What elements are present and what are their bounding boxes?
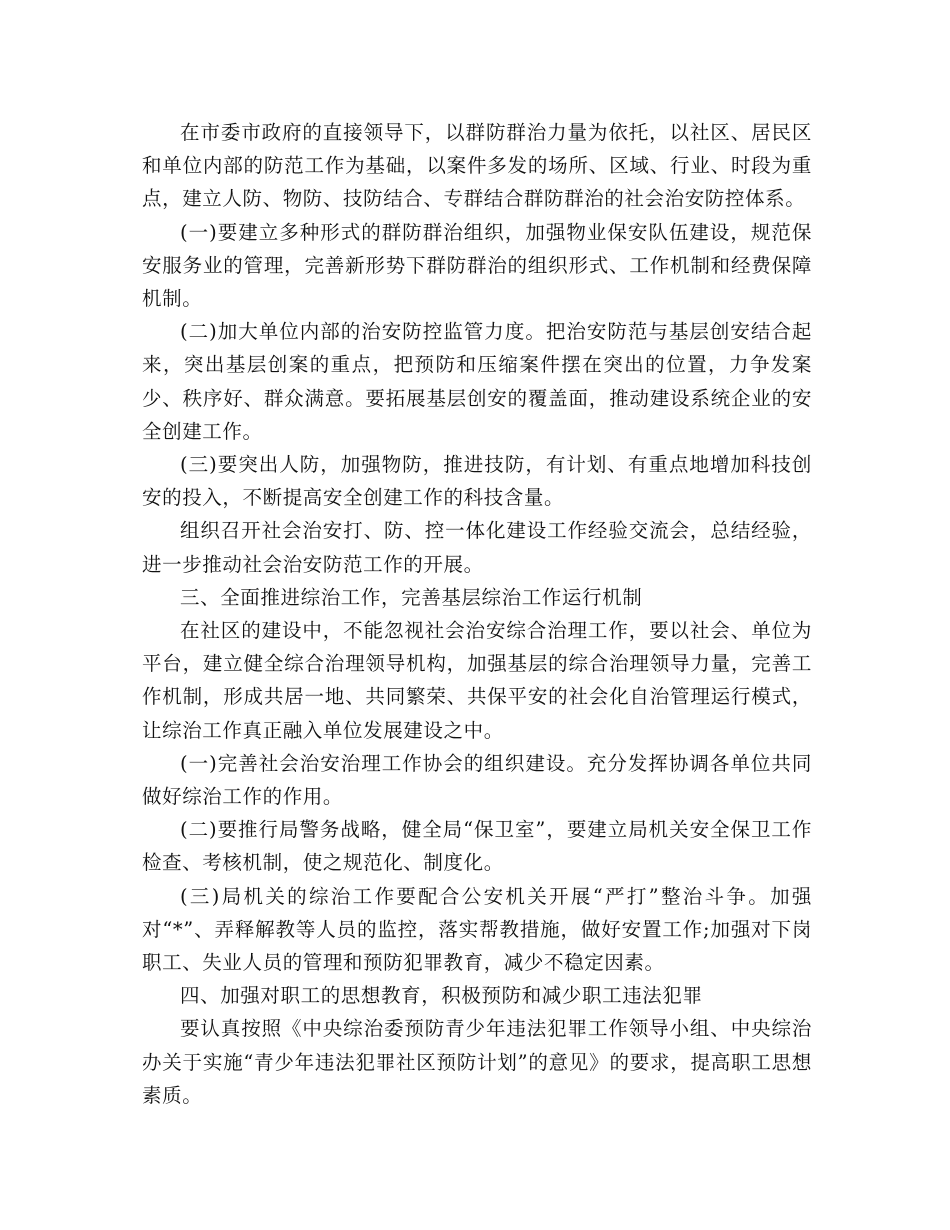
paragraph-item-1: (一)要建立多种形式的群防群治组织，加强物业保安队伍建设，规范保安服务业的管理，完善新形势下群防群治的组织形式、工作机制和经费保障机制。: [142, 220, 812, 311]
paragraph-strike-hard: (三)局机关的综治工作要配合公安机关开展“严打”整治斗争。加强对“*”、弄释解教等人员的监控，落实帮教措施，做好安置工作;加强对下岗职工、失业人员的管理和预防犯罪教育，减少不稳定因素。: [142, 884, 812, 975]
paragraph-community: 在社区的建设中，不能忽视社会治安综合治理工作，要以社会、单位为平台，建立健全综合治理领导机构，加强基层的综合治理领导力量，完善工作机制，形成共居一地、共同繁荣、共保平安的社会化自治管理运行模式，让综治工作真正融入单位发展建设之中。: [142, 619, 812, 742]
paragraph-item-2: (二)加大单位内部的治安防控监管力度。把治安防范与基层创安结合起来，突出基层创案的重点，把预防和压缩案件摆在突出的位置，力争发案少、秩序好、群众满意。要拓展基层创安的覆盖面，推动建设系统企业的安全创建工作。: [142, 320, 812, 443]
paragraph-item-3: (三)要突出人防，加强物防，推进技防，有计划、有重点地增加科技创安的投入，不断提高安全创建工作的科技含量。: [142, 453, 812, 510]
paragraph-leadership: 在市委市政府的直接领导下，以群防群治力量为依托，以社区、居民区和单位内部的防范工作为基础，以案件多发的场所、区域、行业、时段为重点，建立人防、物防、技防结合、专群结合群防群治的社会治安防控体系。: [142, 121, 812, 211]
paragraph-conference: 组织召开社会治安打、防、控一体化建设工作经验交流会，总结经验，进一步推动社会治安防范工作的开展。: [142, 519, 812, 576]
paragraph-security-office: (二)要推行局警务战略，健全局“保卫室”，要建立局机关安全保卫工作检查、考核机制，使之规范化、制度化。: [142, 818, 812, 875]
paragraph-association: (一)完善社会治安治理工作协会的组织建设。充分发挥协调各单位共同做好综治工作的作用。: [142, 751, 812, 809]
section-heading-4: 四、加强对职工的思想教育，积极预防和减少职工违法犯罪: [180, 984, 703, 1008]
paragraph-youth-prevention: 要认真按照《中央综治委预防青少年违法犯罪工作领导小组、中央综治办关于实施“青少年违法犯罪社区预防计划”的意见》的要求，提高职工思想素质。: [142, 1017, 812, 1107]
section-heading-3: 三、全面推进综治工作，完善基层综治工作运行机制: [180, 585, 643, 609]
document-body: [142, 116, 812, 1112]
